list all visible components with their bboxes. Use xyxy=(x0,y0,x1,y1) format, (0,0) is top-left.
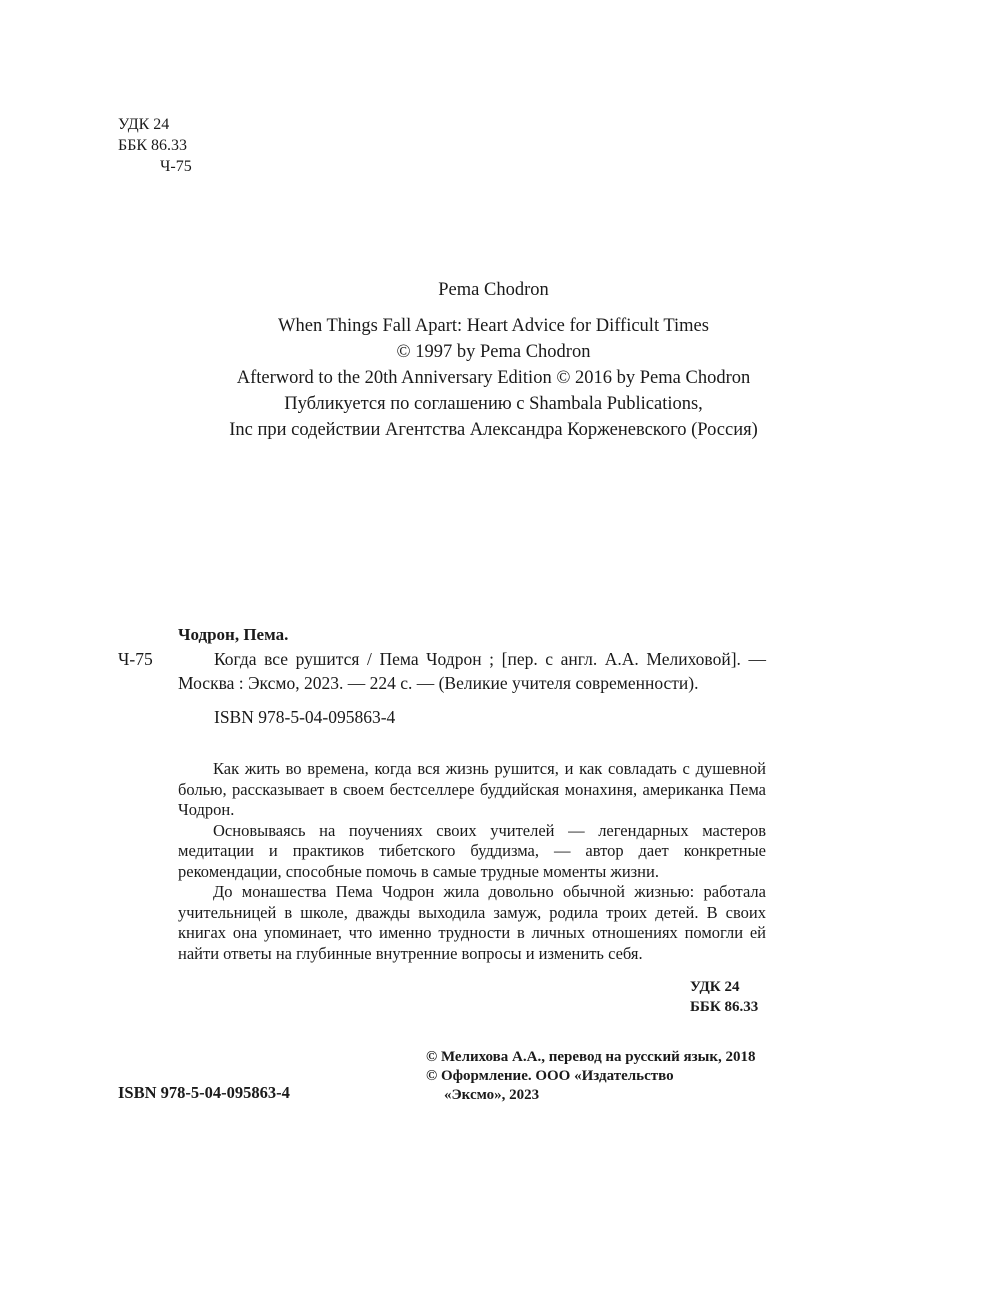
classification-codes xyxy=(690,977,766,1017)
bbk-code: ББК 86.33 xyxy=(690,999,759,1015)
author-mark: Ч-75 xyxy=(160,158,192,175)
original-copyright: © 1997 by Pema Chodron xyxy=(396,342,591,362)
rights-line-2: Inc при содействии Агентства Александра Корженевского (Россия) xyxy=(229,420,758,440)
design-copyright: © Оформление. ООО «Издательство xyxy=(426,1068,674,1084)
copyright-block xyxy=(426,1048,755,1105)
annotation-paragraph: Как жить во времена, когда вся жизнь рушится, и как совладать с душевной болью, рассказывает в своем бестселлере буддийская монахиня, американка Пема Чодрон. xyxy=(178,759,766,819)
afterword-copyright: Afterword to the 20th Anniversary Edition © 2016 by Pema Chodron xyxy=(236,368,751,388)
record-description: Когда все рушится / Пема Чодрон ; [пер. с англ. А.А. Мелиховой]. — Москва : Эксмо, 2023. — 224 с. — (Великие учителя современности). xyxy=(178,649,766,693)
original-edition-info xyxy=(100,313,887,391)
rights-notice xyxy=(100,391,887,443)
translation-copyright: © Мелихова А.А., перевод на русский язык, 2018 xyxy=(426,1049,756,1065)
annotation-paragraph: До монашества Пема Чодрон жила довольно обычной жизнью: работала учительницей в школе, дважды выходила замуж, родила троих детей. В своих книгах она упоминает, что именно трудности в личных отношениях помогли ей найти ответы на глубинные внутренние вопросы и изменить себя. xyxy=(178,882,766,963)
design-copyright-cont: «Эксмо», 2023 xyxy=(444,1087,540,1103)
record-author-mark: Ч-75 xyxy=(118,649,153,669)
original-author: Pema Chodron xyxy=(438,280,549,300)
original-title: When Things Fall Apart: Heart Advice for Difficult Times xyxy=(278,316,709,336)
udk-code: УДК 24 xyxy=(690,979,740,995)
bbk-code: ББК 86.33 xyxy=(118,137,188,154)
top-classification-codes xyxy=(118,114,192,177)
rights-line-1: Публикуется по соглашению с Shambala Publications, xyxy=(284,394,703,414)
record-isbn: ISBN 978-5-04-095863-4 xyxy=(214,707,396,727)
annotation-paragraph: Основываясь на поучениях своих учителей — легендарных мастеров медитации и практиков тибетского буддизма, — автор дает конкретные рекомендации, способные помочь в самые трудные моменты жизни. xyxy=(178,820,766,881)
author-heading: Чодрон, Пема. xyxy=(178,625,289,644)
isbn-bottom: ISBN 978-5-04-095863-4 xyxy=(118,1083,290,1102)
udk-code: УДК 24 xyxy=(118,116,170,133)
bibliographic-record xyxy=(118,623,768,729)
annotation xyxy=(178,759,766,964)
